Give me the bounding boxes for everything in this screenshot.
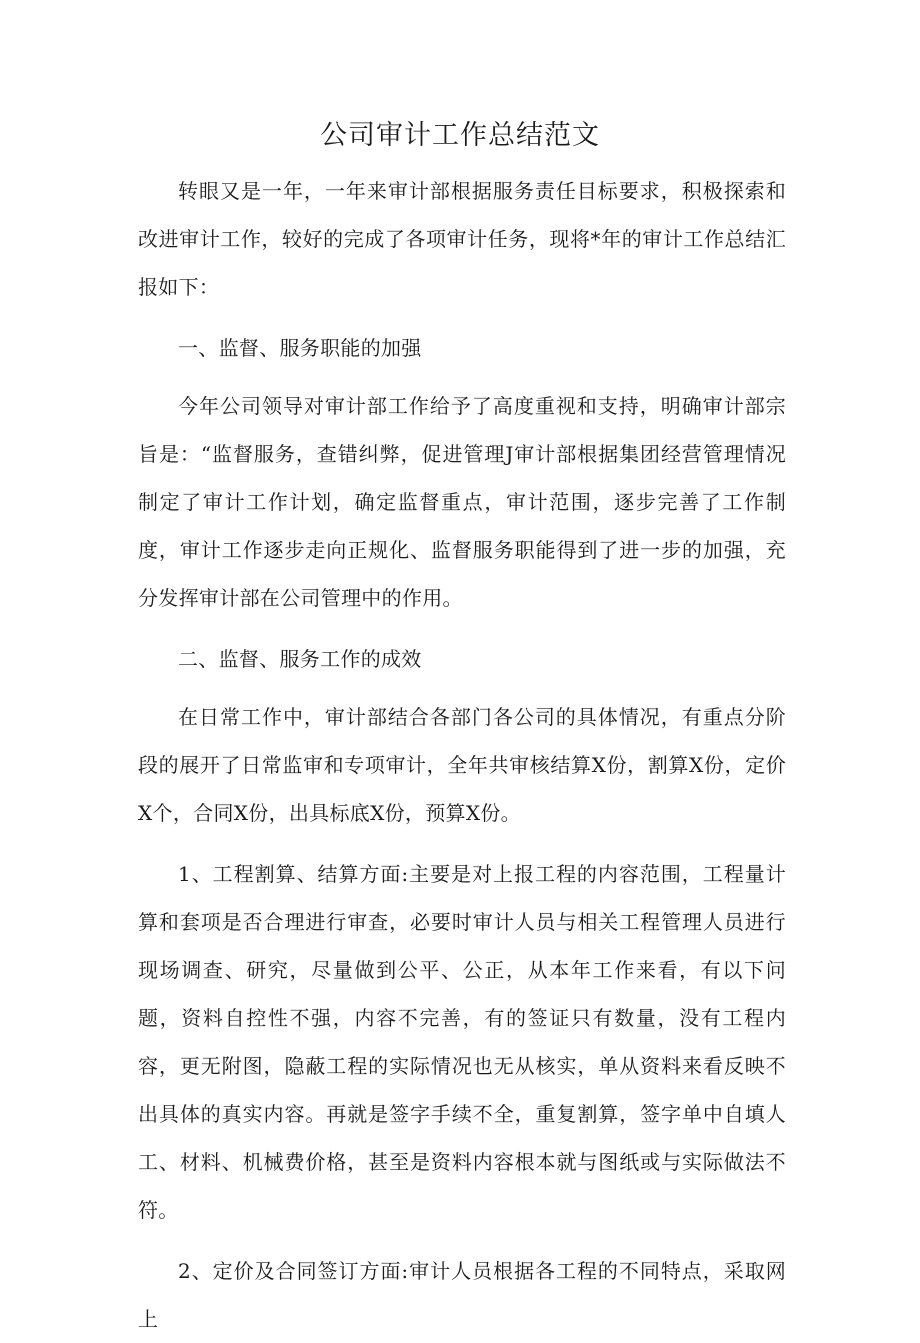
intro-paragraph: 转眼又是一年，一年来审计部根据服务责任目标要求，积极探索和改进审计工作，较好的完成了各项审计任务，现将*年的审计工作总结汇报如下： [138, 179, 786, 299]
section-2-paragraph: 在日常工作中，审计部结合各部门各公司的具体情况，有重点分阶段的展开了日常监审和专项审计，全年共审核结算X份，割算X份，定价X个，合同X份，出具标底X份，预算X份。 [138, 705, 786, 825]
document-body [138, 167, 786, 1343]
section-heading-1: 一、监督、服务职能的加强 [178, 336, 422, 360]
item-2-paragraph: 2、定价及合同签订方面:审计人员根据各工程的不同特点，采取网上 [138, 1259, 786, 1331]
section-heading-2: 二、监督、服务工作的成效 [178, 647, 422, 671]
item-1-paragraph: 1、工程割算、结算方面:主要是对上报工程的内容范围，工程量计算和套项是否合理进行审查，必要时审计人员与相关工程管理人员进行现场调查、研究，尽量做到公平、公正，从本年工作来看，有以下问题，资料自控性不强，内容不完善，有的签证只有数量，没有工程内容，更无附图，隐蔽工程的实际情况也无从核实，单从资料来看反映不出具体的真实内容。再就是签字手续不全，重复割算，签字单中自填人工、材料、机械费价格，甚至是资料内容根本就与图纸或与实际做法不符。 [138, 862, 786, 1222]
document-title: 公司审计工作总结范文 [320, 120, 600, 151]
section-1-paragraph: 今年公司领导对审计部工作给予了高度重视和支持，明确审计部宗旨是：“监督服务，查错纠弊，促进管理J审计部根据集团经营管理情况制定了审计工作计划，确定监督重点，审计范围，逐步完善了工作制度，审计工作逐步走向正规化、监督服务职能得到了进一步的加强，充分发挥审计部在公司管理中的作用。 [138, 394, 786, 610]
